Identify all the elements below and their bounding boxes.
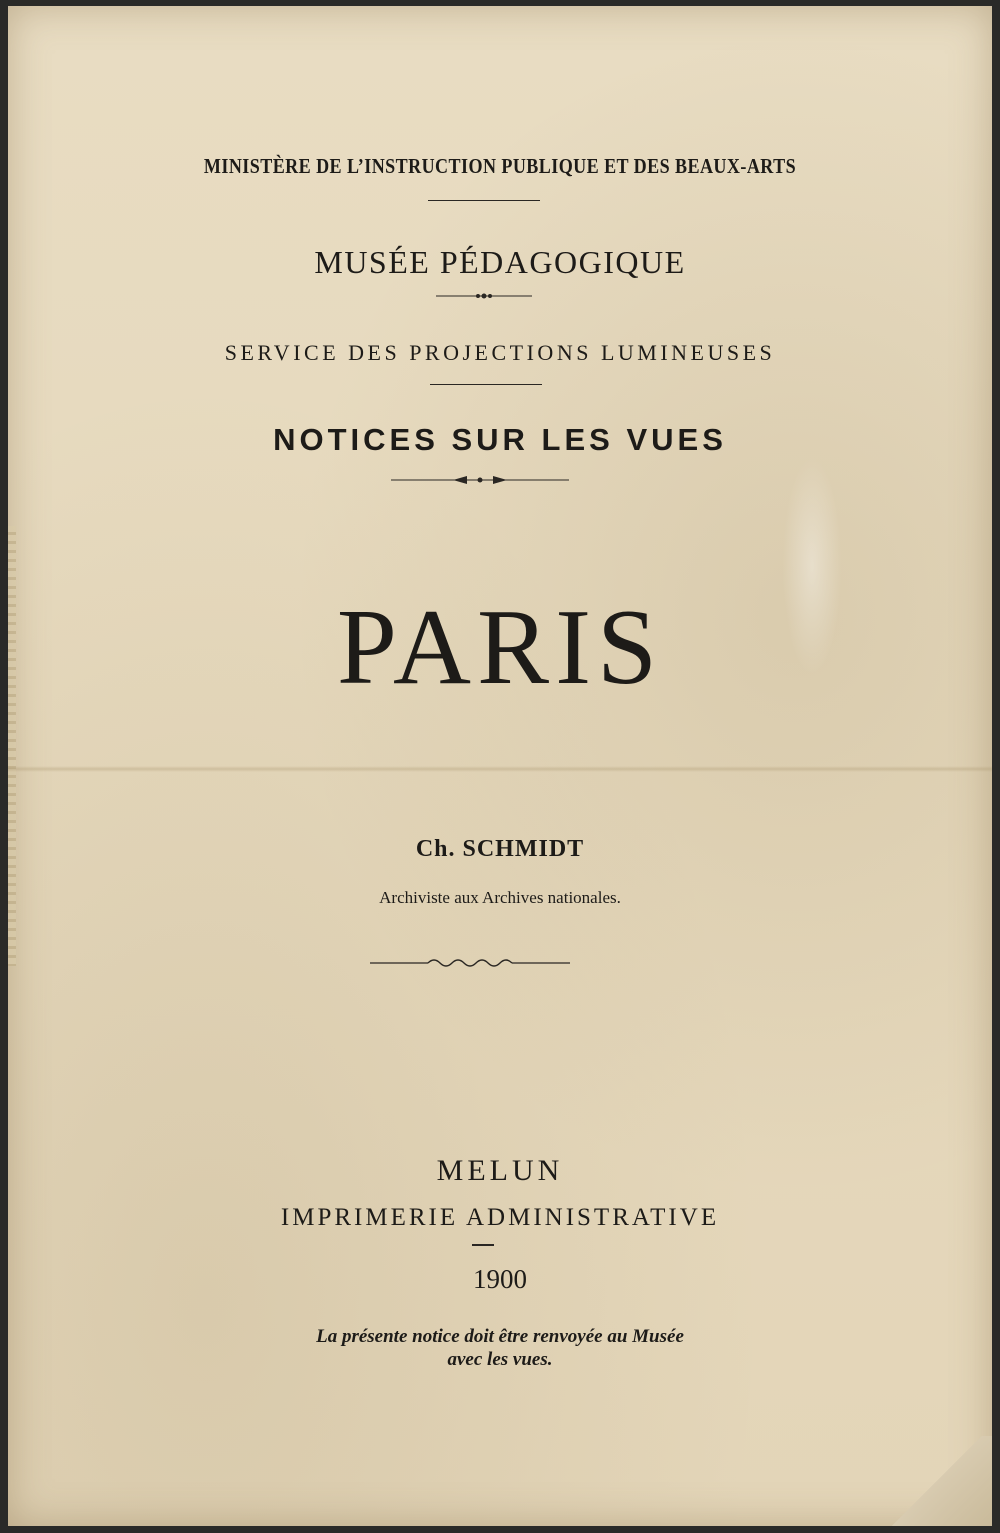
divider-rule bbox=[430, 384, 542, 385]
document-title: PARIS bbox=[336, 588, 664, 707]
imprint-city: MELUN bbox=[436, 1154, 564, 1187]
folded-corner bbox=[882, 1436, 992, 1526]
divider-rule bbox=[428, 200, 540, 201]
ornament-divider bbox=[436, 291, 532, 301]
paper-fold-crease bbox=[8, 766, 992, 772]
author-name: Ch. SCHMIDT bbox=[415, 836, 585, 862]
return-notice-line-1: La présente notice doit être renvoyée au Musée bbox=[316, 1326, 684, 1347]
series-heading: NOTICES SUR LES VUES bbox=[273, 422, 727, 457]
return-notice-line-2: avec les vues. bbox=[447, 1349, 553, 1370]
flourish-divider bbox=[370, 956, 570, 970]
imprint-year: 1900 bbox=[473, 1264, 527, 1294]
document-cover bbox=[8, 6, 992, 1526]
ornament-divider bbox=[391, 474, 569, 486]
imprint-printer: IMPRIMERIE ADMINISTRATIVE bbox=[280, 1204, 720, 1231]
service-heading: SERVICE DES PROJECTIONS LUMINEUSES bbox=[224, 340, 776, 365]
author-role: Archiviste aux Archives nationales. bbox=[379, 888, 621, 907]
divider-rule bbox=[472, 1244, 494, 1246]
museum-heading: MUSÉE PÉDAGOGIQUE bbox=[314, 244, 686, 280]
ministry-heading: MINISTÈRE DE L’INSTRUCTION PUBLIQUE ET DES BEAUX-ARTS bbox=[203, 154, 797, 178]
